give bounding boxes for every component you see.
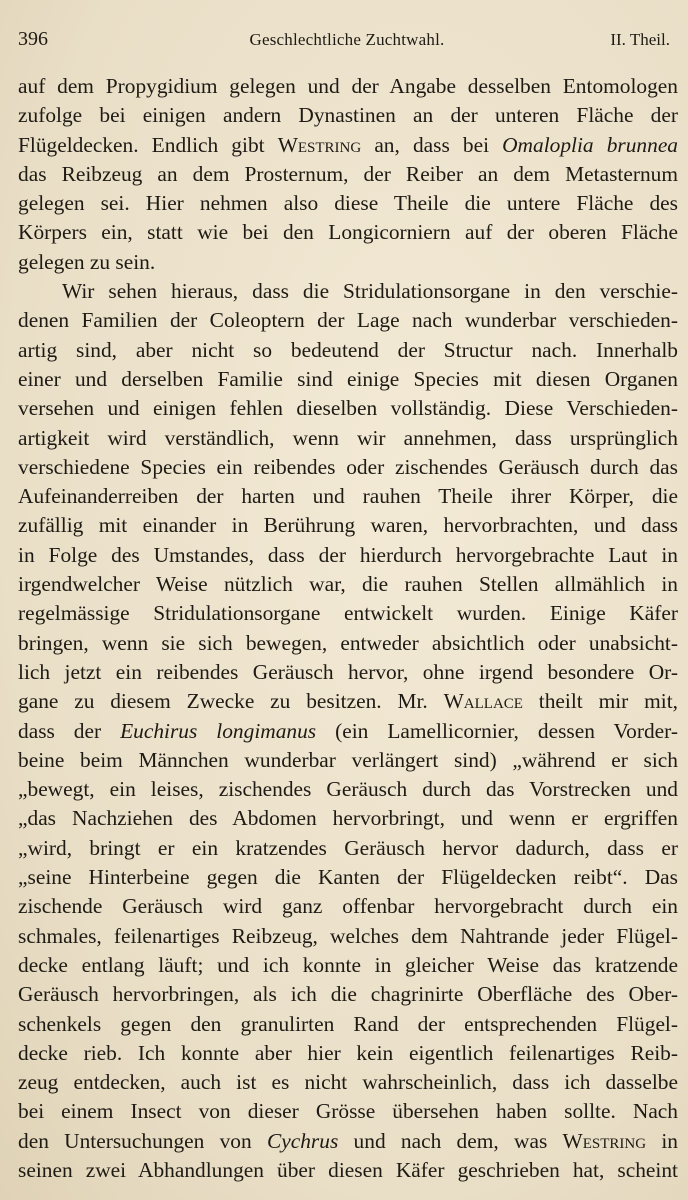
text-line xyxy=(18,218,678,247)
text-segment: decke entlang läuft; und ich konnte in gleicher Weise das kratzende xyxy=(18,952,678,977)
text-segment: irgendwelcher Weise nützlich war, die rauhen Stellen allmählich in xyxy=(18,572,678,597)
text-segment: bei einem Insect von dieser Grösse übersehen haben sollte. Nach xyxy=(18,1099,678,1124)
text-line xyxy=(18,424,678,453)
text-line xyxy=(18,482,678,511)
text-line xyxy=(18,1156,678,1185)
text-line xyxy=(18,717,678,746)
text-line xyxy=(18,599,678,628)
text-segment: auf dem Propygidium gelegen und der Angabe desselben Entomologen xyxy=(18,74,678,98)
text-line xyxy=(18,72,678,101)
text-segment: an, dass bei xyxy=(361,132,503,157)
text-line xyxy=(18,804,678,833)
text-segment: zischende Geräusch wird ganz offenbar hervorgebracht durch ein xyxy=(18,894,678,919)
text-line xyxy=(18,629,678,658)
text-line xyxy=(18,306,678,335)
text-line xyxy=(18,922,678,951)
text-segment: theilt mir mit, xyxy=(522,689,678,714)
text-segment: bringen, wenn sie sich bewegen, entweder absichtlich oder unabsicht- xyxy=(18,630,678,655)
author-name: Westring xyxy=(277,132,362,157)
text-segment: schenkels gegen den granulirten Rand der entsprechenden Flügel- xyxy=(18,1011,678,1036)
part-label: II. Theil. xyxy=(610,30,670,49)
text-segment: versehen und einigen fehlen dieselben vollständig. Diese Verschieden- xyxy=(18,396,678,421)
text-line xyxy=(18,277,678,306)
text-line xyxy=(18,1127,678,1156)
text-line xyxy=(18,453,678,482)
text-line xyxy=(18,980,678,1009)
text-segment: denen Familien der Coleoptern der Lage nach wunderbar verschieden- xyxy=(18,308,678,333)
page-header xyxy=(18,28,676,54)
text-segment: artig sind, aber nicht so bedeutend der Structur nach. Innerhalb xyxy=(18,337,678,362)
text-line xyxy=(18,160,678,189)
species-name: Cychrus xyxy=(266,1128,339,1153)
text-line xyxy=(18,834,678,863)
text-segment: zufolge bei einigen andern Dynastinen an der unteren Fläche der xyxy=(18,103,678,128)
text-segment: lich jetzt ein reibendes Geräusch hervor, ohne irgend besondere Or- xyxy=(18,659,678,684)
text-line xyxy=(18,892,678,921)
text-segment: „wird, bringt er ein kratzendes Geräusch hervor dadurch, dass er xyxy=(18,835,678,860)
text-segment: schmales, feilenartiges Reibzeug, welches dem Nahtrande jeder Flügel- xyxy=(18,923,678,948)
text-line xyxy=(18,570,678,599)
text-line xyxy=(18,658,678,687)
text-line xyxy=(18,541,678,570)
text-segment: artigkeit wird verständlich, wenn wir annehmen, dass ursprünglich xyxy=(18,425,678,450)
text-segment: zufällig mit einander in Berührung waren, hervorbrachten, und dass xyxy=(18,513,678,538)
text-segment: „seine Hinterbeine gegen die Kanten der Flügeldecken reibt“. Das xyxy=(18,865,678,890)
species-name: Omaloplia brunnea xyxy=(502,132,679,157)
text-segment: gane zu diesem Zwecke zu besitzen. Mr. xyxy=(18,689,444,714)
text-segment: regelmässige Stridulationsorgane entwickelt wurden. Einige Käfer xyxy=(18,601,678,626)
author-name: Westring xyxy=(562,1128,647,1153)
text-segment: beine beim Männchen wunderbar verlängert sind) „während er sich xyxy=(18,747,678,772)
text-line xyxy=(18,394,678,423)
text-line xyxy=(18,687,678,716)
text-segment: in xyxy=(646,1128,678,1153)
text-line xyxy=(18,863,678,892)
text-segment: zeug entdecken, auch ist es nicht wahrscheinlich, dass ich dasselbe xyxy=(18,1070,678,1095)
text-segment: dass der xyxy=(18,718,121,743)
text-line xyxy=(18,248,678,277)
text-segment: Aufeinanderreiben der harten und rauhen Theile ihrer Körper, die xyxy=(18,484,678,509)
text-segment: verschiedene Species ein reibendes oder zischendes Geräusch durch das xyxy=(18,454,678,479)
text-segment: Wir sehen hieraus, dass die Stridulationsorgane in den verschie- xyxy=(62,279,678,304)
text-segment: Körpers ein, statt wie bei den Longicorniern auf der oberen Fläche xyxy=(18,220,678,245)
text-segment: „bewegt, ein leises, zischendes Geräusch durch das Vorstrecken und xyxy=(18,777,678,802)
body-text xyxy=(18,72,678,1185)
text-segment: einer und derselben Familie sind einige Species mit diesen Organen xyxy=(18,366,678,391)
species-name: Euchirus longimanus xyxy=(120,718,317,743)
text-segment: Flügeldecken. Endlich gibt xyxy=(18,132,278,157)
text-line xyxy=(18,775,678,804)
text-line xyxy=(18,511,678,540)
text-line xyxy=(18,365,678,394)
text-line xyxy=(18,1010,678,1039)
text-line xyxy=(18,101,678,130)
text-line xyxy=(18,336,678,365)
text-segment: seinen zwei Abhandlungen über diesen Käfer geschrieben hat, scheint xyxy=(18,1157,678,1182)
text-line xyxy=(18,746,678,775)
text-segment: gelegen zu sein. xyxy=(18,249,156,274)
text-line xyxy=(18,131,678,160)
text-segment: decke rieb. Ich konnte aber hier kein eigentlich feilenartiges Reib- xyxy=(18,1040,678,1065)
text-line xyxy=(18,1097,678,1126)
text-line xyxy=(18,951,678,980)
running-title: Geschlechtliche Zuchtwahl. xyxy=(249,30,445,49)
text-segment: und nach dem, was xyxy=(338,1128,563,1153)
page-number: 396 xyxy=(18,28,48,50)
text-segment: „das Nachziehen des Abdomen hervorbringt, und wenn er ergriffen xyxy=(18,806,678,831)
text-segment: (ein Lamellicornier, dessen Vorder- xyxy=(316,718,678,743)
text-segment: das Reibzeug an dem Prosternum, der Reiber an dem Metasternum xyxy=(18,161,678,186)
text-segment: in Folge des Umstandes, dass der hierdurch hervorgebrachte Laut in xyxy=(18,542,678,567)
text-segment: Geräusch hervorbringen, als ich die chagrinirte Oberfläche des Ober- xyxy=(18,982,678,1007)
text-segment: gelegen sei. Hier nehmen also diese Theile die untere Fläche des xyxy=(18,191,678,216)
text-line xyxy=(18,189,678,218)
text-segment: den Untersuchungen von xyxy=(18,1128,267,1153)
author-name: Wallace xyxy=(443,689,523,714)
text-line xyxy=(18,1068,678,1097)
text-line xyxy=(18,1039,678,1068)
